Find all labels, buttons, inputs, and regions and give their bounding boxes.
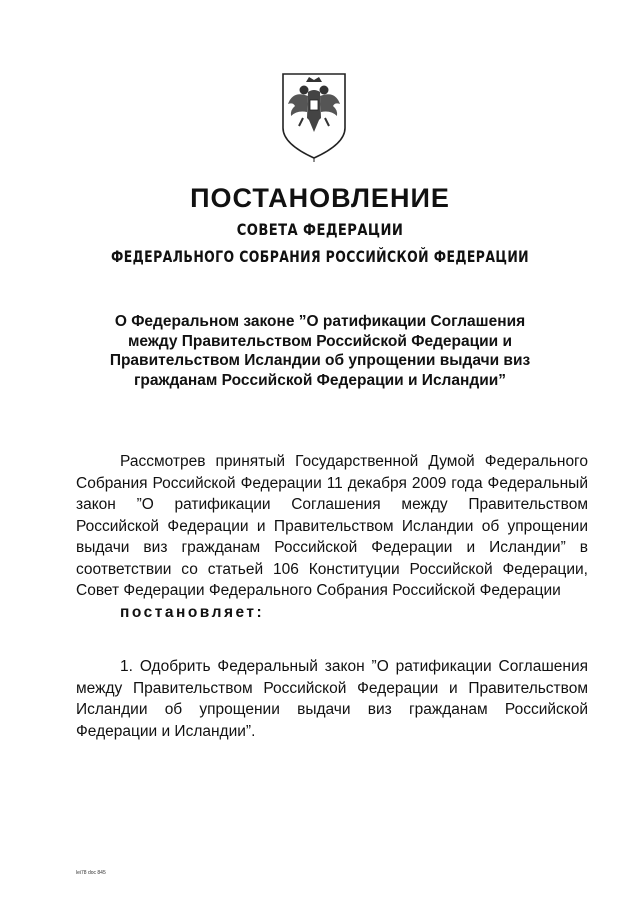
issuer-line-2: ФЕДЕРАЛЬНОГО СОБРАНИЯ РОССИЙСКОЙ ФЕДЕРАЦИИ (110, 247, 530, 266)
footer-file-code: lei78 doc 845 (76, 870, 106, 876)
preamble-paragraph (76, 451, 588, 623)
preamble-text: Рассмотрев принятый Государственной Думой Федерального Собрания Российской Федерации 11 декабря 2009 года Федеральный закон ”О ратификации Соглашения между Правительством Российской Федерации и Правительством Исландии об упрощении выдачи виз гражданам Российской Федерации и Исландии” в соответствии со статьей 106 Конституции Российской Федерации, Совет Федерации Федерального Собрания Российской Федерации (76, 453, 588, 599)
document-title: ПОСТАНОВЛЕНИЕ (190, 183, 450, 213)
point-1-paragraph: 1. Одобрить Федеральный закон ”О ратификации Соглашения между Правительством Российской Федерации и Правительством Исландии об упрощении выдачи виз гражданам Российской Федерации и Исландии”. (76, 658, 588, 740)
decree-word: постановляет: (120, 603, 265, 621)
russian-coat-of-arms-icon (279, 70, 349, 162)
resolution-subject: О Федеральном законе ”О ратификации Соглашения между Правительством Российской Федерации и Правительством Исландии об упрощении выдачи виз гражданам Российской Федерации и Исландии” (109, 313, 531, 389)
issuer-line-1: СОВЕТА ФЕДЕРАЦИИ (236, 220, 404, 239)
